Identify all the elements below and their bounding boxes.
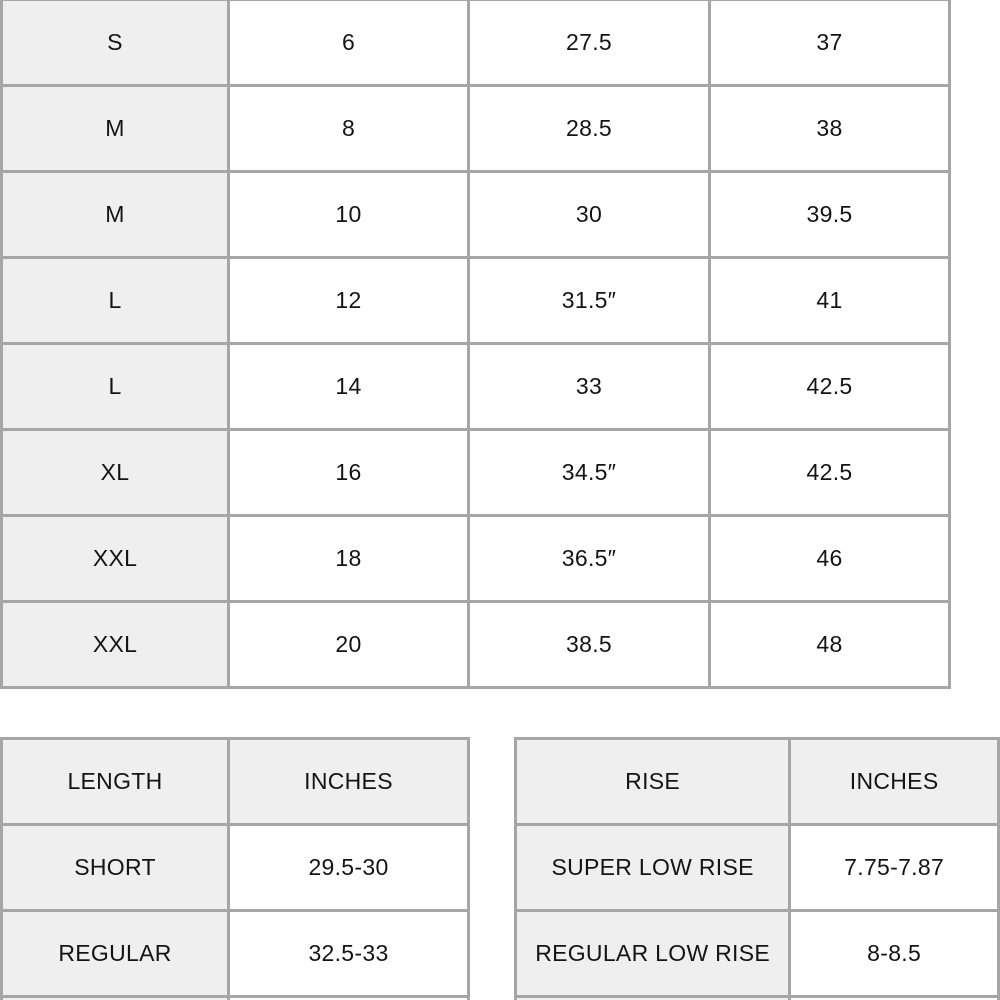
table-cell: 16 xyxy=(229,430,469,516)
size-label-cell: M xyxy=(2,172,229,258)
table-row xyxy=(516,825,999,911)
table-row xyxy=(516,911,999,997)
table-cell: 34.5″ xyxy=(469,430,710,516)
table-cell: 42.5 xyxy=(710,344,950,430)
table-row xyxy=(2,911,469,997)
table-cell: 39.5 xyxy=(710,172,950,258)
length-label-cell: REGULAR xyxy=(2,911,229,997)
rise-label-cell xyxy=(516,997,790,1000)
table-row xyxy=(2,344,950,430)
size-label-cell: XL xyxy=(2,430,229,516)
table-cell: 7.75-7.87 xyxy=(790,825,999,911)
rise-label-cell: SUPER LOW RISE xyxy=(516,825,790,911)
rise-table xyxy=(514,737,1000,1000)
table-cell: 28.5 xyxy=(469,86,710,172)
length-table xyxy=(0,737,470,1000)
table-cell: 33 xyxy=(469,344,710,430)
size-label-cell: S xyxy=(2,0,229,86)
table-row xyxy=(2,997,469,1000)
size-label-cell: M xyxy=(2,86,229,172)
table-cell: 32.5-33 xyxy=(229,911,469,997)
table-row xyxy=(2,430,950,516)
table-cell: 20 xyxy=(229,602,469,688)
table-cell: 8-8.5 xyxy=(790,911,999,997)
table-row xyxy=(2,825,469,911)
table-cell: 8 xyxy=(229,86,469,172)
rise-label-cell: REGULAR LOW RISE xyxy=(516,911,790,997)
table-cell: 48 xyxy=(710,602,950,688)
table-cell: 27.5 xyxy=(469,0,710,86)
table-cell xyxy=(229,997,469,1000)
table-row xyxy=(2,602,950,688)
size-label-cell: L xyxy=(2,344,229,430)
table-row xyxy=(2,0,950,86)
size-label-cell: L xyxy=(2,258,229,344)
size-label-cell: XXL xyxy=(2,602,229,688)
table-cell: 29.5-30 xyxy=(229,825,469,911)
table-cell: 10 xyxy=(229,172,469,258)
table-cell: 30 xyxy=(469,172,710,258)
column-header-rise: RISE xyxy=(516,739,790,825)
table-cell: 42.5 xyxy=(710,430,950,516)
table-cell: 18 xyxy=(229,516,469,602)
table-cell: 14 xyxy=(229,344,469,430)
column-header-inches: INCHES xyxy=(229,739,469,825)
column-header-inches: INCHES xyxy=(790,739,999,825)
length-label-cell xyxy=(2,997,229,1000)
table-cell: 31.5″ xyxy=(469,258,710,344)
column-header-length: LENGTH xyxy=(2,739,229,825)
table-cell: 12 xyxy=(229,258,469,344)
table-cell xyxy=(790,997,999,1000)
table-cell: 38.5 xyxy=(469,602,710,688)
table-row xyxy=(2,86,950,172)
table-row xyxy=(2,258,950,344)
table-cell: 6 xyxy=(229,0,469,86)
table-cell: 36.5″ xyxy=(469,516,710,602)
table-header-row xyxy=(2,739,469,825)
table-cell: 37 xyxy=(710,0,950,86)
size-label-cell: XXL xyxy=(2,516,229,602)
table-row xyxy=(2,516,950,602)
table-cell: 46 xyxy=(710,516,950,602)
table-header-row xyxy=(516,739,999,825)
table-row xyxy=(2,172,950,258)
table-cell: 41 xyxy=(710,258,950,344)
table-cell: 38 xyxy=(710,86,950,172)
length-label-cell: SHORT xyxy=(2,825,229,911)
table-row xyxy=(516,997,999,1000)
